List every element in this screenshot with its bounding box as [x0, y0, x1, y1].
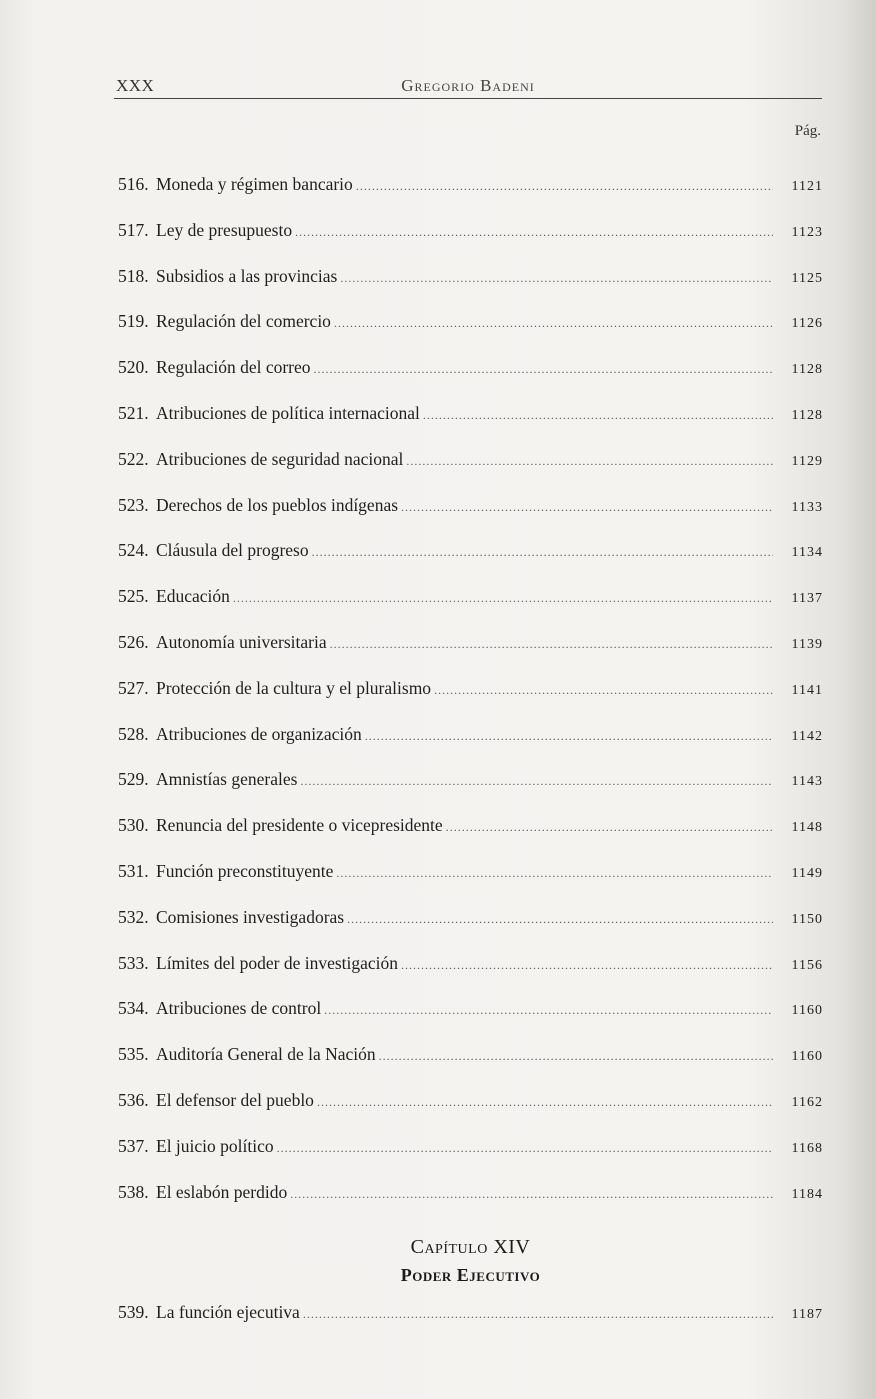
toc-entry: [118, 266, 823, 312]
entry-page-number: 1121: [791, 179, 823, 194]
dot-leader: [303, 1307, 773, 1322]
dot-leader: [233, 591, 773, 606]
toc-entry: [118, 174, 823, 220]
entry-page-number: 1160: [791, 1003, 823, 1019]
toc-entry: [118, 953, 823, 999]
chapter-number: Capítulo XIV: [410, 1236, 531, 1258]
entry-title: Protección de la cultura y el pluralismo: [156, 677, 432, 698]
entry-title: Regulación del comercio: [156, 311, 331, 332]
page-column-label: Pág.: [794, 123, 821, 139]
page-header: [114, 72, 822, 99]
entry-title: Derechos de los pueblos indígenas: [156, 494, 399, 515]
entry-page-number: 1187: [791, 1307, 823, 1322]
entry-page-number: 1128: [791, 362, 823, 378]
entry-title: El defensor del pueblo: [156, 1089, 314, 1110]
entry-title: Atribuciones de control: [156, 998, 322, 1019]
entry-number: 534.: [118, 998, 149, 1019]
dot-leader: [314, 362, 773, 377]
entry-title: Comisiones investigadoras: [156, 906, 345, 927]
entry-number: 524.: [118, 540, 149, 561]
entry-page-number: 1162: [791, 1094, 823, 1110]
dot-leader: [356, 179, 773, 194]
entry-title: Atribuciones de seguridad nacional: [156, 448, 404, 469]
toc-entry: [118, 632, 823, 678]
entry-number: 529.: [118, 769, 149, 790]
entry-number: 536.: [118, 1089, 149, 1110]
dot-leader: [347, 912, 773, 927]
entry-number: 531.: [118, 860, 149, 881]
toc-entry: [118, 1182, 823, 1228]
running-title: Gregorio Badeni: [401, 76, 535, 95]
entry-page-number: 1128: [791, 407, 823, 423]
toc-entry: [118, 724, 823, 770]
entry-number: 537.: [118, 1135, 149, 1156]
toc-entry: [118, 495, 823, 541]
toc-entry: [118, 1044, 823, 1090]
entry-page-number: 1133: [791, 499, 823, 515]
dot-leader: [317, 1095, 773, 1110]
entry-page-number: 1141: [791, 682, 823, 698]
entry-page-number: 1134: [791, 545, 823, 561]
toc-entry: [118, 1136, 823, 1182]
entry-number: 532.: [118, 906, 149, 927]
table-of-contents: [118, 174, 823, 1227]
entry-title: Función preconstituyente: [156, 860, 334, 881]
dot-leader: [406, 454, 773, 469]
toc-entry: [118, 907, 823, 953]
dot-leader: [300, 774, 773, 789]
dot-leader: [401, 500, 773, 515]
dot-leader: [277, 1141, 773, 1156]
dot-leader: [336, 866, 773, 881]
dot-leader: [330, 637, 773, 652]
entry-number: 516.: [118, 174, 149, 194]
entry-number: 539.: [118, 1302, 149, 1322]
entry-page-number: 1137: [791, 591, 823, 607]
entry-number: 530.: [118, 815, 149, 836]
entry-page-number: 1139: [791, 636, 823, 652]
entry-number: 535.: [118, 1044, 149, 1065]
entry-title: Regulación del correo: [156, 357, 311, 378]
entry-title: Límites del poder de investigación: [156, 952, 399, 973]
toc-entry: [118, 998, 823, 1044]
entry-title: Cláusula del progreso: [156, 540, 309, 561]
table-of-contents-continued: [118, 1302, 823, 1348]
entry-page-number: 1150: [791, 911, 823, 927]
entry-title: Ley de presupuesto: [156, 219, 293, 240]
entry-number: 533.: [118, 952, 149, 973]
entry-page-number: 1156: [791, 957, 823, 973]
dot-leader: [334, 316, 773, 331]
toc-entry: [118, 678, 823, 724]
entry-number: 526.: [118, 631, 149, 652]
dot-leader: [423, 408, 773, 423]
dot-leader: [295, 225, 773, 240]
dot-leader: [340, 271, 773, 286]
entry-title: La función ejecutiva: [156, 1302, 300, 1322]
entry-title: Renuncia del presidente o vicepresidente: [156, 815, 443, 836]
entry-title: Amnistías generales: [156, 769, 298, 790]
toc-entry: [118, 815, 823, 861]
toc-entry: [118, 220, 823, 266]
toc-entry: [118, 1302, 823, 1348]
toc-entry: [118, 311, 823, 357]
entry-number: 528.: [118, 723, 149, 744]
entry-number: 523.: [118, 494, 149, 515]
dot-leader: [446, 820, 773, 835]
entry-page-number: 1125: [791, 270, 823, 286]
page-folio: XXX: [116, 76, 155, 95]
dot-leader: [401, 958, 773, 973]
entry-page-number: 1126: [791, 316, 823, 332]
entry-number: 517.: [118, 219, 149, 240]
entry-page-number: 1129: [791, 453, 823, 469]
entry-title: Educación: [156, 586, 230, 607]
entry-title: Autonomía universitaria: [156, 631, 327, 652]
dot-leader: [379, 1049, 773, 1064]
entry-title: Moneda y régimen bancario: [156, 174, 353, 194]
entry-page-number: 1149: [791, 865, 823, 881]
dot-leader: [324, 1003, 773, 1018]
entry-page-number: 1160: [791, 1049, 823, 1065]
toc-entry: [118, 769, 823, 815]
entry-number: 518.: [118, 265, 149, 286]
entry-number: 519.: [118, 311, 149, 332]
toc-entry: [118, 449, 823, 495]
entry-title: El eslabón perdido: [156, 1181, 288, 1202]
entry-page-number: 1123: [791, 224, 823, 240]
entry-number: 525.: [118, 586, 149, 607]
entry-title: Atribuciones de política internacional: [156, 402, 420, 423]
entry-number: 527.: [118, 677, 149, 698]
entry-page-number: 1148: [791, 820, 823, 836]
chapter-heading: [118, 1236, 823, 1286]
entry-page-number: 1168: [791, 1140, 823, 1156]
dot-leader: [290, 1187, 773, 1202]
toc-entry: [118, 403, 823, 449]
entry-title: Atribuciones de organización: [156, 723, 362, 744]
entry-page-number: 1142: [791, 728, 823, 744]
entry-page-number: 1184: [791, 1186, 823, 1202]
toc-entry: [118, 357, 823, 403]
toc-entry: [118, 586, 823, 632]
toc-entry: [118, 861, 823, 907]
toc-entry: [118, 1090, 823, 1136]
entry-title: Subsidios a las provincias: [156, 265, 338, 286]
dot-leader: [312, 545, 773, 560]
entry-number: 538.: [118, 1181, 149, 1202]
entry-page-number: 1143: [791, 774, 823, 790]
entry-number: 521.: [118, 402, 149, 423]
entry-title: El juicio político: [156, 1135, 274, 1156]
chapter-title: Poder Ejecutivo: [400, 1265, 541, 1285]
dot-leader: [365, 729, 773, 744]
entry-title: Auditoría General de la Nación: [156, 1044, 376, 1065]
dot-leader: [434, 683, 773, 698]
toc-entry: [118, 540, 823, 586]
entry-number: 520.: [118, 357, 149, 378]
entry-number: 522.: [118, 448, 149, 469]
